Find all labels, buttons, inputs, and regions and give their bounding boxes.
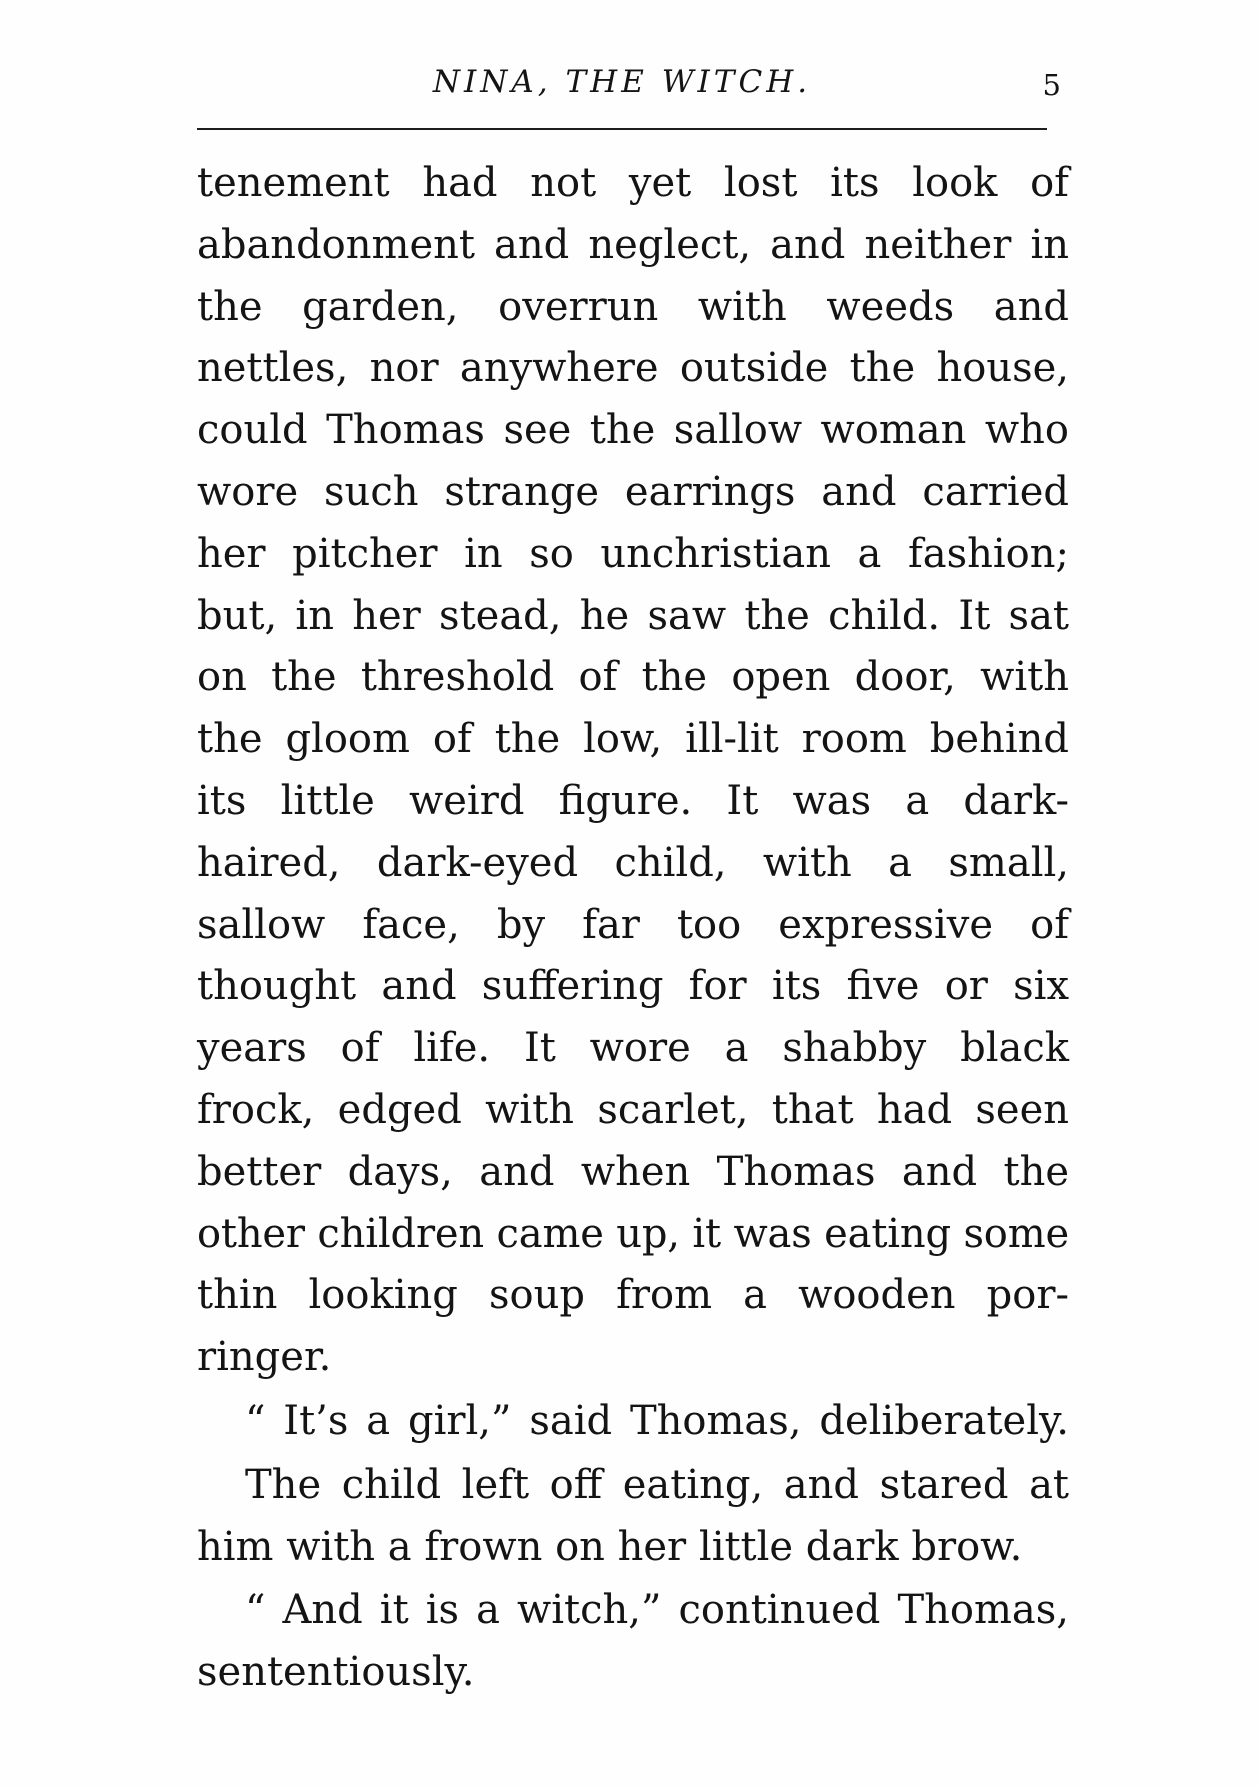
text-line: the gloom of the low, ill-lit room behind: [197, 716, 1069, 763]
text-line: other children came up, it was eating some: [197, 1210, 1069, 1257]
text-line: tenement had not yet lost its look of: [197, 160, 1069, 206]
running-title: NINA, THE WITCH.: [432, 64, 812, 100]
text-line: but, in her stead, he saw the child. It sat: [197, 592, 1069, 639]
text-line: thin looking soup from a wooden por-: [197, 1272, 1069, 1319]
text-line: could Thomas see the sallow woman who: [197, 407, 1069, 454]
text-line: The child left off eating, and stared at: [245, 1461, 1069, 1508]
text-line: frock, edged with scarlet, that had seen: [197, 1086, 1069, 1133]
text-line: thought and suffering for its five or six: [197, 963, 1069, 1010]
text-line: nettles, nor anywhere outside the house,: [197, 345, 1069, 392]
text-line: haired, dark-eyed child, with a small,: [197, 839, 1069, 886]
text-line: sallow face, by far too expressive of: [197, 901, 1069, 948]
dialogue-line: “ It’s a girl,” said Thomas, deliberately.: [245, 1397, 1069, 1444]
page-number: 5: [1042, 68, 1061, 102]
body-text: [197, 153, 1069, 1704]
text-line: wore such strange earrings and carried: [197, 468, 1069, 515]
text-line: its little weird figure. It was a dark-: [197, 777, 1069, 824]
text-line: ringer.: [197, 1334, 332, 1381]
text-line: her pitcher in so unchristian a fashion;: [197, 530, 1069, 577]
text-line: abandonment and neglect, and neither in: [197, 221, 1069, 268]
running-head: [197, 60, 1061, 110]
text-line: the garden, overrun with weeds and: [197, 283, 1069, 330]
header-rule: [197, 128, 1047, 130]
text-line: sententiously.: [197, 1649, 475, 1696]
text-line: better days, and when Thomas and the: [197, 1148, 1069, 1195]
text-line: on the threshold of the open door, with: [197, 654, 1069, 701]
text-line: him with a frown on her little dark brow.: [197, 1523, 1023, 1570]
text-line: years of life. It wore a shabby black: [197, 1025, 1069, 1072]
dialogue-line: “ And it is a witch,” continued Thomas,: [245, 1587, 1069, 1634]
